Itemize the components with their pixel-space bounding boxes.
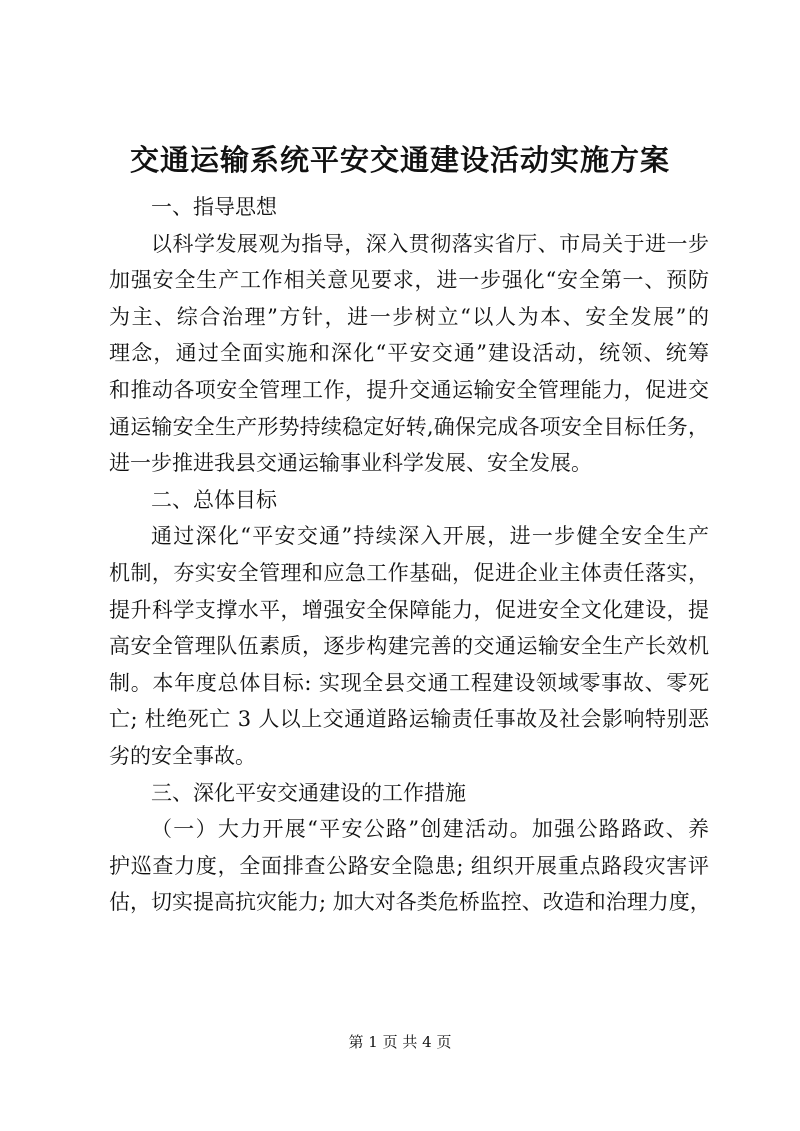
- paragraph-line: 为主、综合治理”方针，进一步树立“以人为本、安全发展”的: [109, 304, 709, 329]
- paragraph-line: 加强安全生产工作相关意见要求，进一步强化“安全第一、预防: [109, 268, 709, 293]
- paragraph-line: 提升科学支撑水平，增强安全保障能力，促进安全文化建设，提: [109, 597, 709, 622]
- page-number-footer: 第 1 页 共 4 页: [348, 1033, 452, 1051]
- paragraph-line: 护巡查力度，全面排查公路安全隐患; 组织开展重点路段灾害评: [109, 853, 709, 878]
- paragraph-line: 和推动各项安全管理工作，提升交通运输安全管理能力，促进交: [109, 377, 709, 402]
- section-heading-3: 三、深化平安交通建设的工作措施: [151, 780, 466, 805]
- paragraph-line: 制。本年度总体目标: 实现全县交通工程建设领域零事故、零死: [109, 670, 709, 695]
- paragraph-line: 通过深化“平安交通”持续深入开展，进一步健全安全生产: [151, 524, 709, 549]
- paragraph-line: （一）大力开展“平安公路”创建活动。加强公路路政、养: [151, 817, 709, 842]
- paragraph-line: 高安全管理队伍素质，逐步构建完善的交通运输安全生产长效机: [109, 634, 709, 659]
- paragraph-line: 理念，通过全面实施和深化“平安交通”建设活动，统领、统筹: [109, 341, 709, 366]
- section-heading-2: 二、总体目标: [151, 487, 277, 512]
- document-body: [109, 189, 709, 921]
- paragraph-line: 估，切实提高抗灾能力; 加大对各类危桥监控、改造和治理力度，: [109, 890, 711, 915]
- paragraph-line: 机制，夯实安全管理和应急工作基础，促进企业主体责任落实，: [109, 560, 709, 585]
- paragraph-line: 劣的安全事故。: [109, 743, 256, 768]
- document-title: 交通运输系统平安交通建设活动实施方案: [129, 143, 670, 177]
- section-heading-1: 一、指导思想: [151, 195, 277, 219]
- paragraph-line: 以科学发展观为指导，深入贯彻落实省厅、市局关于进一步: [151, 231, 709, 256]
- paragraph-line: 进一步推进我县交通运输事业科学发展、安全发展。: [109, 451, 592, 476]
- paragraph-line: 亡; 杜绝死亡 3 人以上交通道路运输责任事故及社会影响特别恶: [109, 707, 709, 732]
- paragraph-line: 通运输安全生产形势持续稳定好转,确保完成各项安全目标任务，: [109, 414, 709, 439]
